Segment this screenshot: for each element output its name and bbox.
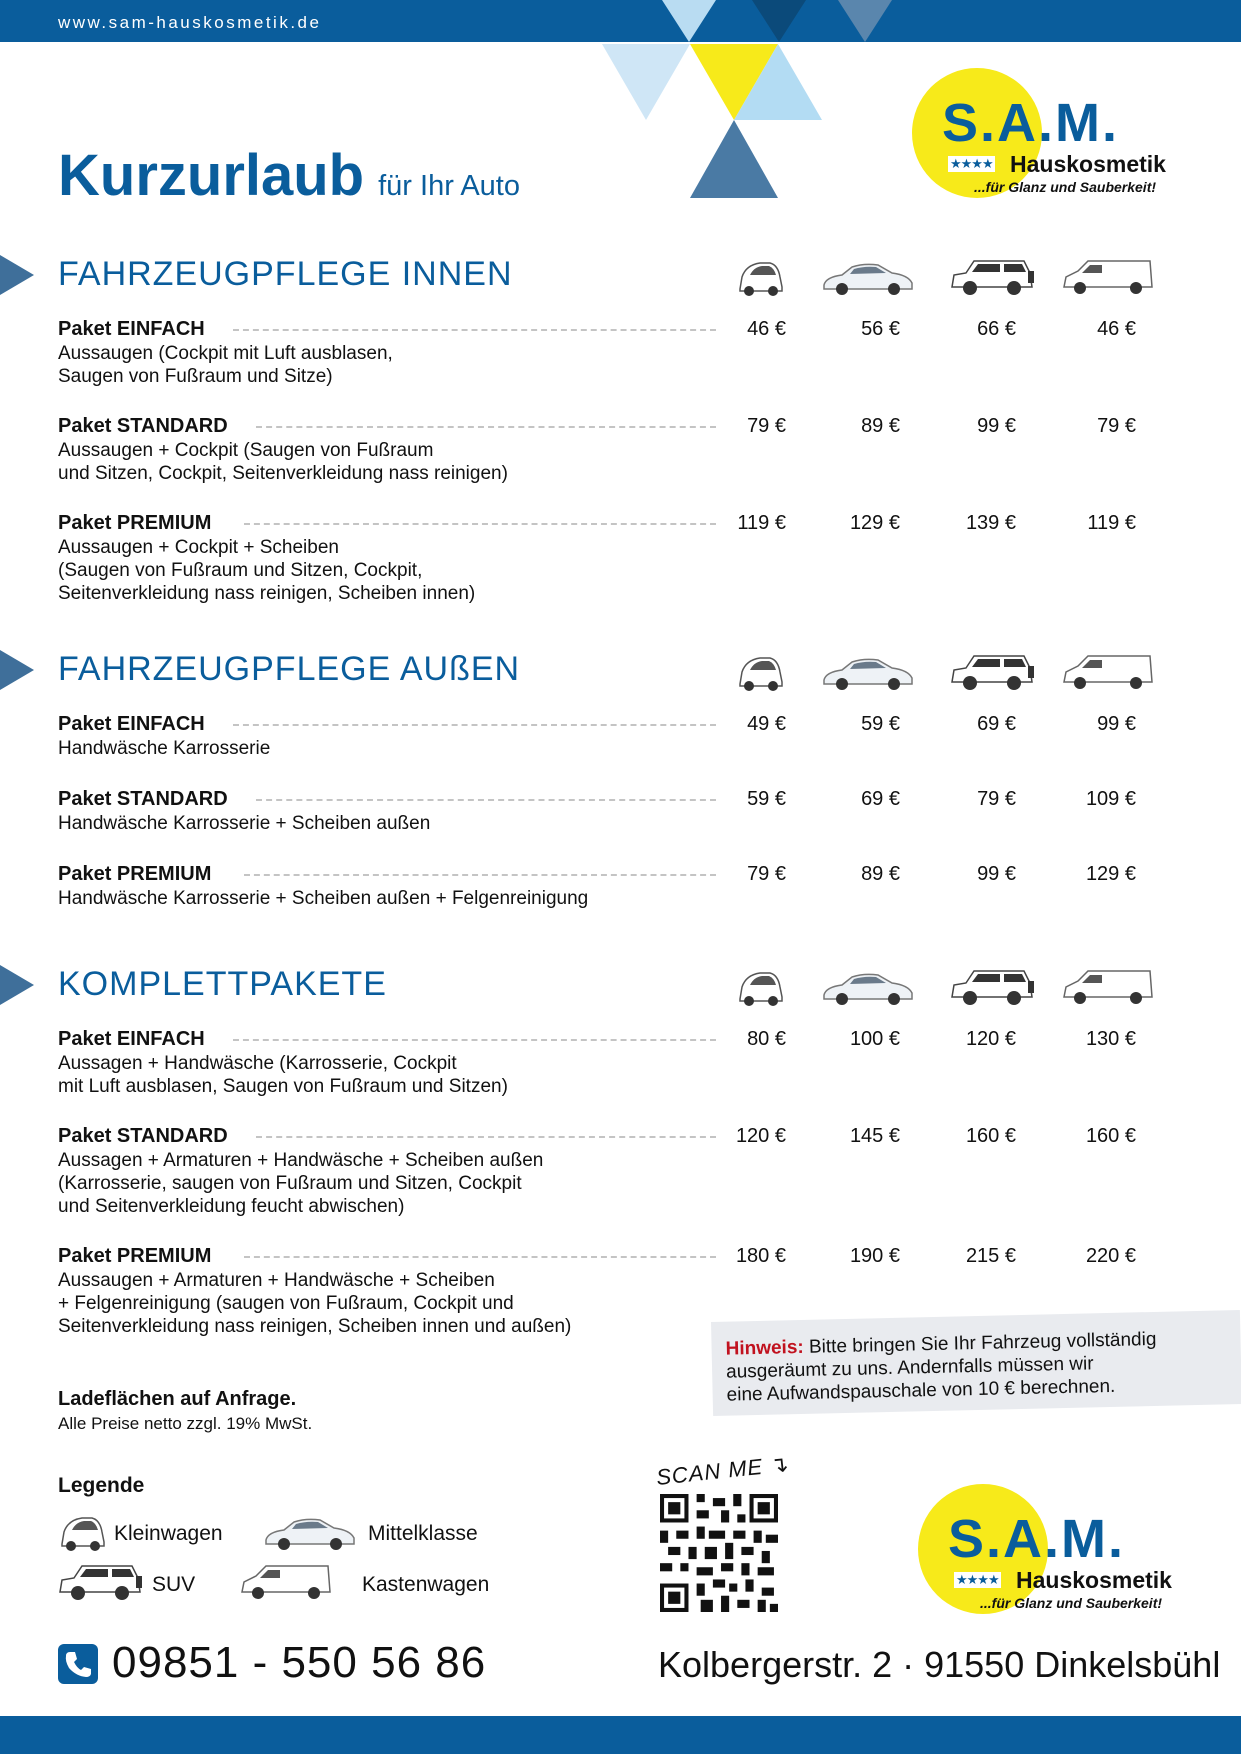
price-sedan: 145 €: [849, 1125, 900, 1147]
package-desc: [58, 1052, 508, 1098]
desc-line: Saugen von Fußraum und Sitze): [58, 366, 333, 387]
package-name: Paket EINFACH: [58, 1028, 205, 1050]
suv-icon: [58, 1562, 144, 1602]
title-main: Kurzurlaub: [58, 143, 365, 208]
section-title: FAHRZEUGPFLEGE AUßEN: [58, 650, 521, 688]
scan-me-label: SCAN ME ↴: [655, 1451, 791, 1490]
tax-note: Alle Preise netto zzgl. 19% MwSt.: [58, 1414, 313, 1433]
suv-icon: [950, 257, 1036, 297]
website-url[interactable]: www.sam-hauskosmetik.de: [58, 13, 322, 32]
package-desc: [58, 536, 475, 605]
price-sedan: 69 €: [861, 788, 900, 810]
package-name: Paket PREMIUM: [58, 512, 212, 534]
legend-van: Kastenwagen: [362, 1573, 490, 1596]
logo-stars: ★★★★: [956, 1572, 999, 1587]
price-small-car: 59 €: [747, 788, 786, 810]
price-van: 130 €: [1085, 1028, 1136, 1050]
price-van: 129 €: [1085, 863, 1136, 885]
leader-dots: [233, 329, 716, 331]
leader-dots: [256, 426, 716, 428]
price-small-car: 80 €: [747, 1028, 786, 1050]
desc-line: und Seitenverkleidung feucht abwischen): [58, 1196, 405, 1217]
hint-label: Hinweis:: [725, 1336, 804, 1360]
leader-dots: [233, 724, 716, 726]
scan-me-text: SCAN ME: [655, 1453, 765, 1490]
price-suv: 160 €: [965, 1125, 1016, 1147]
legend-sedan: Mittelklasse: [368, 1522, 478, 1545]
package-name: Paket EINFACH: [58, 713, 205, 735]
package-name: Paket PREMIUM: [58, 1245, 212, 1267]
price-sedan: 190 €: [849, 1245, 900, 1267]
price-sedan: 100 €: [849, 1028, 900, 1050]
price-van: 99 €: [1097, 713, 1136, 735]
hint-box: [711, 1310, 1241, 1416]
desc-line: Seitenverkleidung nass reinigen, Scheiben innen): [58, 583, 476, 604]
price-van: 160 €: [1085, 1125, 1136, 1147]
price-sedan: 89 €: [861, 863, 900, 885]
price-small-car: 119 €: [737, 512, 786, 534]
package-name: Paket STANDARD: [58, 788, 228, 810]
package-desc: [58, 1269, 571, 1338]
van-icon: [1062, 652, 1156, 692]
address: Kolbergerstr. 2 · 91550 Dinkelsbühl: [658, 1644, 1221, 1685]
price-suv: 215 €: [965, 1245, 1016, 1267]
package-name: Paket STANDARD: [58, 415, 228, 437]
small-car-icon: [736, 257, 786, 297]
leader-dots: [244, 874, 716, 876]
desc-line: Aussaugen + Cockpit (Saugen von Fußraum: [58, 440, 434, 461]
price-suv: 79 €: [977, 788, 1016, 810]
price-van: 79 €: [1097, 415, 1136, 437]
page-title: [58, 142, 520, 209]
desc-line: Aussagen + Armaturen + Handwäsche + Scheiben außen: [58, 1150, 544, 1171]
price-suv: 69 €: [977, 713, 1016, 735]
package-desc: [58, 737, 270, 760]
desc-line: + Felgenreinigung (saugen von Fußraum, Cockpit und: [58, 1293, 514, 1314]
leader-dots: [244, 1256, 716, 1258]
leader-dots: [256, 799, 716, 801]
desc-line: mit Luft ausblasen, Saugen von Fußraum und Sitzen): [58, 1076, 508, 1097]
logo-brand: Hauskosmetik: [1010, 151, 1166, 177]
leader-dots: [233, 1039, 716, 1041]
price-van: 46 €: [1097, 318, 1136, 340]
desc-line: (Karrosserie, saugen von Fußraum und Sitzen, Cockpit: [58, 1173, 522, 1194]
price-small-car: 49 €: [747, 713, 786, 735]
hint-line: Bitte bringen Sie Ihr Fahrzeug vollständig: [803, 1328, 1157, 1358]
price-sedan: 89 €: [861, 415, 900, 437]
logo-slogan: ...für Glanz und Sauberkeit!: [974, 179, 1157, 195]
price-suv: 99 €: [977, 415, 1016, 437]
bottom-bar: [0, 1716, 1241, 1754]
sedan-icon: [822, 257, 916, 297]
package-desc: [58, 1149, 543, 1218]
desc-line: Aussagen + Handwäsche (Karrosserie, Cockpit: [58, 1053, 457, 1074]
small-car-icon: [736, 652, 786, 692]
price-small-car: 46 €: [747, 318, 786, 340]
phone-number[interactable]: 09851 - 550 56 86: [112, 1638, 487, 1687]
price-sedan: 56 €: [861, 318, 900, 340]
section-title: KOMPLETTPAKETE: [58, 965, 387, 1003]
legend-small-car: Kleinwagen: [114, 1522, 223, 1545]
sedan-icon: [822, 967, 916, 1007]
section-title: FAHRZEUGPFLEGE INNEN: [58, 255, 513, 293]
section-arrow: [0, 255, 34, 295]
legend-title: Legende: [58, 1474, 145, 1497]
price-small-car: 79 €: [747, 863, 786, 885]
price-suv: 139 €: [965, 512, 1016, 534]
package-name: Paket STANDARD: [58, 1125, 228, 1147]
desc-line: Aussaugen (Cockpit mit Luft ausblasen,: [58, 343, 393, 364]
price-sedan: 129 €: [849, 512, 900, 534]
leader-dots: [244, 523, 716, 525]
logo-brand: Hauskosmetik: [1016, 1567, 1172, 1593]
price-sedan: 59 €: [861, 713, 900, 735]
van-icon: [1062, 967, 1156, 1007]
package-name: Paket PREMIUM: [58, 863, 212, 885]
small-car-icon: [736, 967, 786, 1007]
price-van: 220 €: [1085, 1245, 1136, 1267]
suv-icon: [950, 967, 1036, 1007]
qr-code[interactable]: [660, 1494, 778, 1612]
legend-suv: SUV: [152, 1573, 196, 1596]
price-suv: 99 €: [977, 863, 1016, 885]
price-suv: 66 €: [977, 318, 1016, 340]
sedan-icon: [264, 1512, 358, 1552]
van-icon: [1062, 257, 1156, 297]
desc-line: Seitenverkleidung nass reinigen, Scheiben innen und außen): [58, 1316, 572, 1337]
small-car-icon: [58, 1512, 108, 1552]
section-arrow: [0, 965, 34, 1005]
cargo-note: Ladeflächen auf Anfrage.: [58, 1388, 297, 1410]
package-desc: [58, 342, 393, 388]
hint-text: [725, 1328, 1157, 1407]
desc-line: Aussaugen + Armaturen + Handwäsche + Scheiben: [58, 1270, 495, 1291]
package-desc: [58, 812, 430, 835]
price-van: 119 €: [1087, 512, 1136, 534]
price-suv: 120 €: [965, 1028, 1016, 1050]
desc-line: Handwäsche Karrosserie + Scheiben außen + Felgenreinigung: [58, 888, 589, 909]
title-sub: für Ihr Auto: [378, 170, 520, 202]
price-small-car: 180 €: [735, 1245, 786, 1267]
sedan-icon: [822, 652, 916, 692]
desc-line: (Saugen von Fußraum und Sitzen, Cockpit,: [58, 560, 423, 581]
desc-line: und Sitzen, Cockpit, Seitenverkleidung nass reinigen): [58, 463, 508, 484]
price-small-car: 120 €: [735, 1125, 786, 1147]
desc-line: Aussaugen + Cockpit + Scheiben: [58, 537, 339, 558]
price-van: 109 €: [1085, 788, 1136, 810]
desc-line: Handwäsche Karrosserie: [58, 738, 271, 759]
notes: [58, 1388, 312, 1434]
package-desc: [58, 887, 588, 910]
section-arrow: [0, 650, 34, 690]
hint-line: eine Aufwandspauschale von 10 € berechnen.: [726, 1375, 1116, 1406]
logo-slogan: ...für Glanz und Sauberkeit!: [980, 1595, 1163, 1611]
suv-icon: [950, 652, 1036, 692]
logo-stars: ★★★★: [950, 156, 993, 171]
van-icon: [240, 1562, 334, 1602]
package-name: Paket EINFACH: [58, 318, 205, 340]
price-small-car: 79 €: [747, 415, 786, 437]
logo-name: S.A.M.: [942, 93, 1120, 153]
desc-line: Handwäsche Karrosserie + Scheiben außen: [58, 813, 431, 834]
logo-name: S.A.M.: [948, 1509, 1126, 1569]
package-desc: [58, 439, 508, 485]
hint-line: ausgeräumt zu uns. Andernfalls müssen wir: [725, 1353, 1094, 1383]
leader-dots: [256, 1136, 716, 1138]
phone-icon: [58, 1644, 98, 1684]
